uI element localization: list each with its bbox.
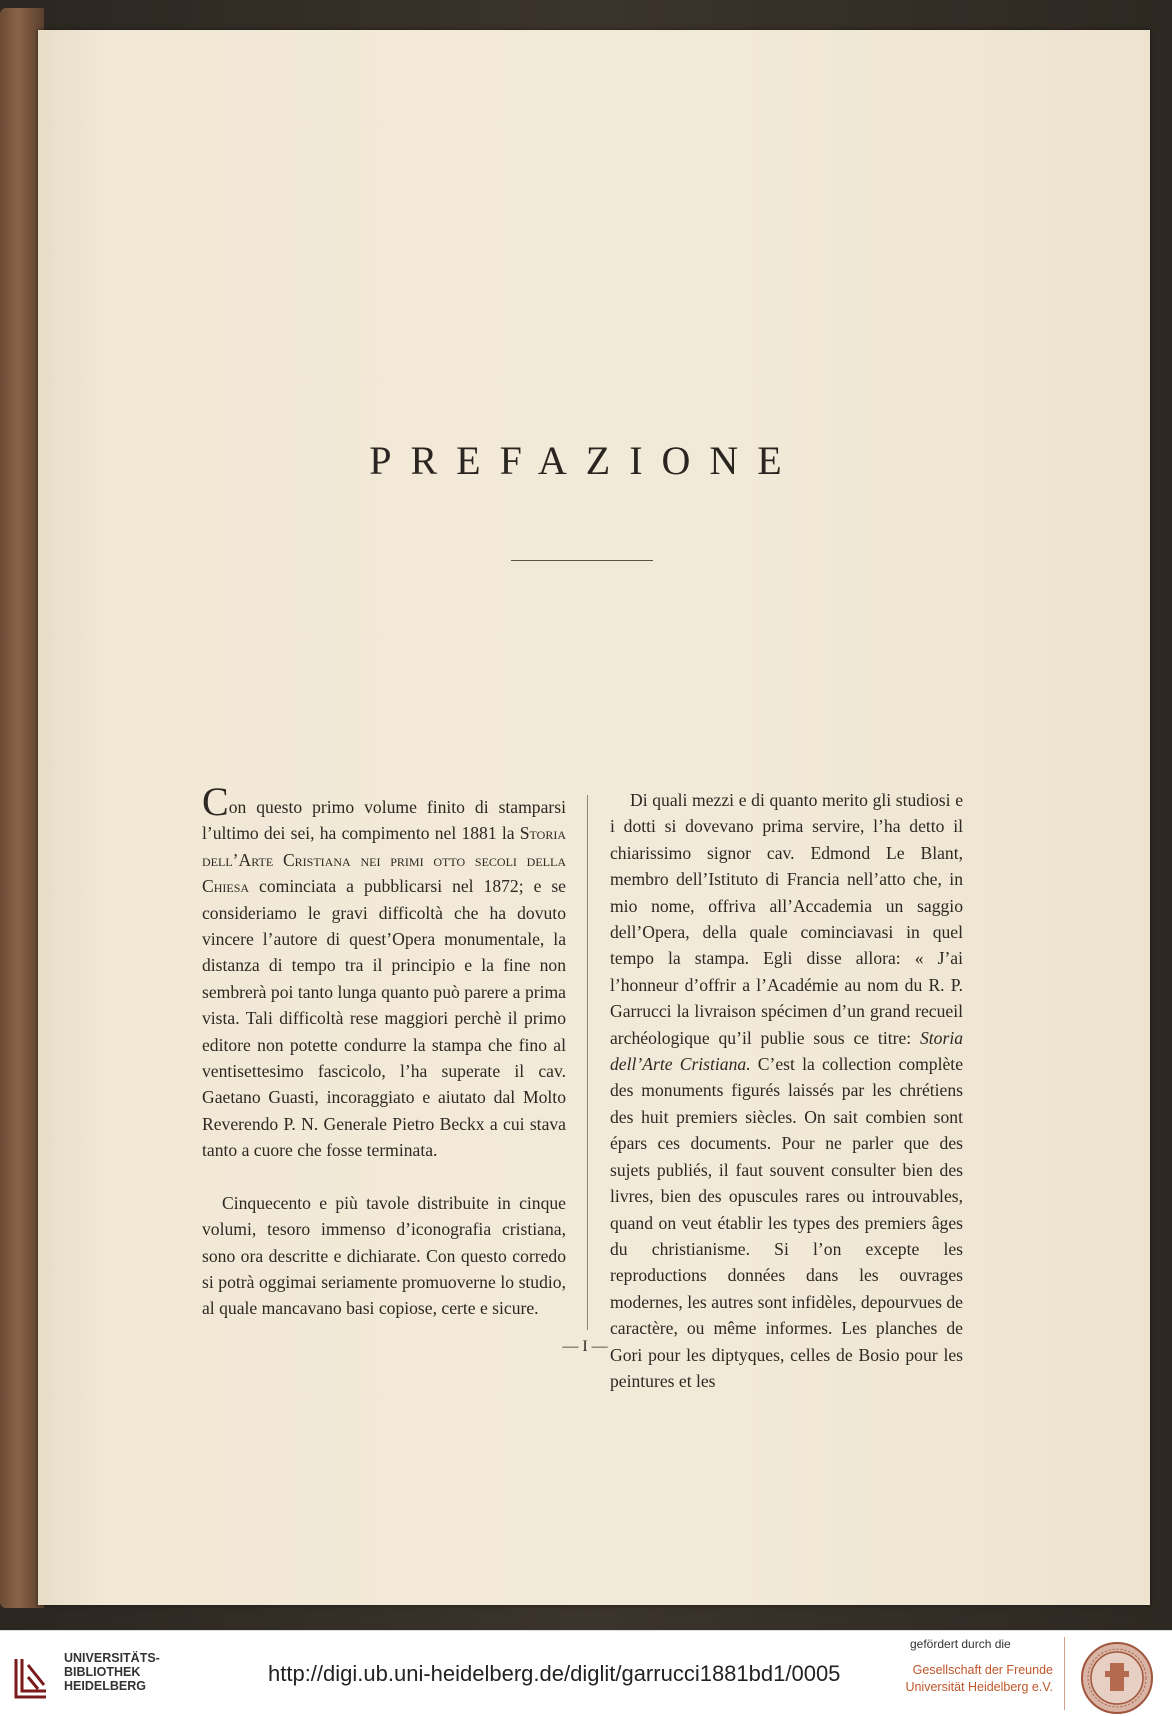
university-library-logo-icon[interactable] [14,1657,48,1699]
column-divider [587,795,588,1330]
viewer-footer [0,1630,1172,1716]
page-number: — I — [562,1338,608,1355]
university-seal-icon [1080,1641,1154,1715]
right-paragraph-1: Di quali mezzi e di quanto merito gli studiosi e i dotti si dovevano prima servire, l’ha detto il chiarissimo signor cav. Edmond Le Blant, membro dell’Istituto di Francia nell’atto che, in mio nome, offriva all’Accademia un saggio dell’Opera, della quale cominciavasi in quel tempo la stampa. Egli disse allora: « J’ai l’honneur d’offrir a l’Académie au nom du R. P. Garrucci la livraison spécimen d’un grand recueil archéologique qu’il publie sous ce titre: Storia dell’Arte Cristiana. C’est la collection complète des monuments figurés laissés par les chrétiens des huit premiers siècles. On sait combien sont épars ces documents. Pour ne parler que des sujets publiés, il faut souvent consulter bien des livres, bien des opuscules rares ou introuvables, quand on veut établir les types des premiers âges du christianisme. Si l’on excepte les reproductions données dans les ouvrages modernes, les autres sont infidèles, depourvues de caractère, ou même informes. Les planches de Gori pour les diptyques, celles de Bosio pour les peintures et les [610,790,963,1391]
left-column [202,779,566,1322]
permalink-url[interactable]: http://digi.ub.uni-heidelberg.de/diglit/garrucci1881bd1/0005 [268,1661,841,1686]
left-paragraph-1 [202,779,566,1164]
right-column [610,787,963,1394]
drop-cap: C [202,779,229,824]
left-paragraph-1-text: on questo primo volume finito di stamparsi l’ultimo dei sei, ha compimento nel 1881 la Storia dell’Arte Cristiana nei primi otto secoli della Chiesa cominciata a pubblicarsi nel 1872; e se consideriamo le gravi difficoltà che ha dovuto vincere l’autore di quest’Opera monumentale, la distanza di tempo tra il principio e la fine non sembrerà poi tanto lunga quanto può parere a prima vista. Tali difficoltà rese maggiori perchè il primo editore non potette condurre la stampa che fino al ventisettesimo fascicolo, l’ha superate il cav. Gaetano Guasti, incoraggiato e aiutato dal Molto Reverendo P. N. Generale Pietro Beckx a cui stava tanto a cuore che fosse terminata. [202,797,566,1161]
library-name[interactable]: UNIVERSITÄTS- BIBLIOTHEK HEIDELBERG [64,1651,160,1693]
page-title: PREFAZIONE [369,438,801,483]
sponsor-name[interactable]: Gesellschaft der Freunde Universität Heidelberg e.V. [905,1663,1053,1694]
title-rule [511,560,653,561]
sponsor-divider [1064,1637,1065,1710]
left-paragraph-2: Cinquecento e più tavole distribuite in cinque volumi, tesoro immenso d’iconografia cristiana, sono ora descritte e dichiarate. Con questo corredo si potrà oggimai seriamente promuoverne lo studio, al quale mancavano basi copiose, certe e sicure. [202,1192,566,1319]
book-page [38,30,1150,1605]
sponsor-label: gefördert durch die [910,1637,1011,1651]
